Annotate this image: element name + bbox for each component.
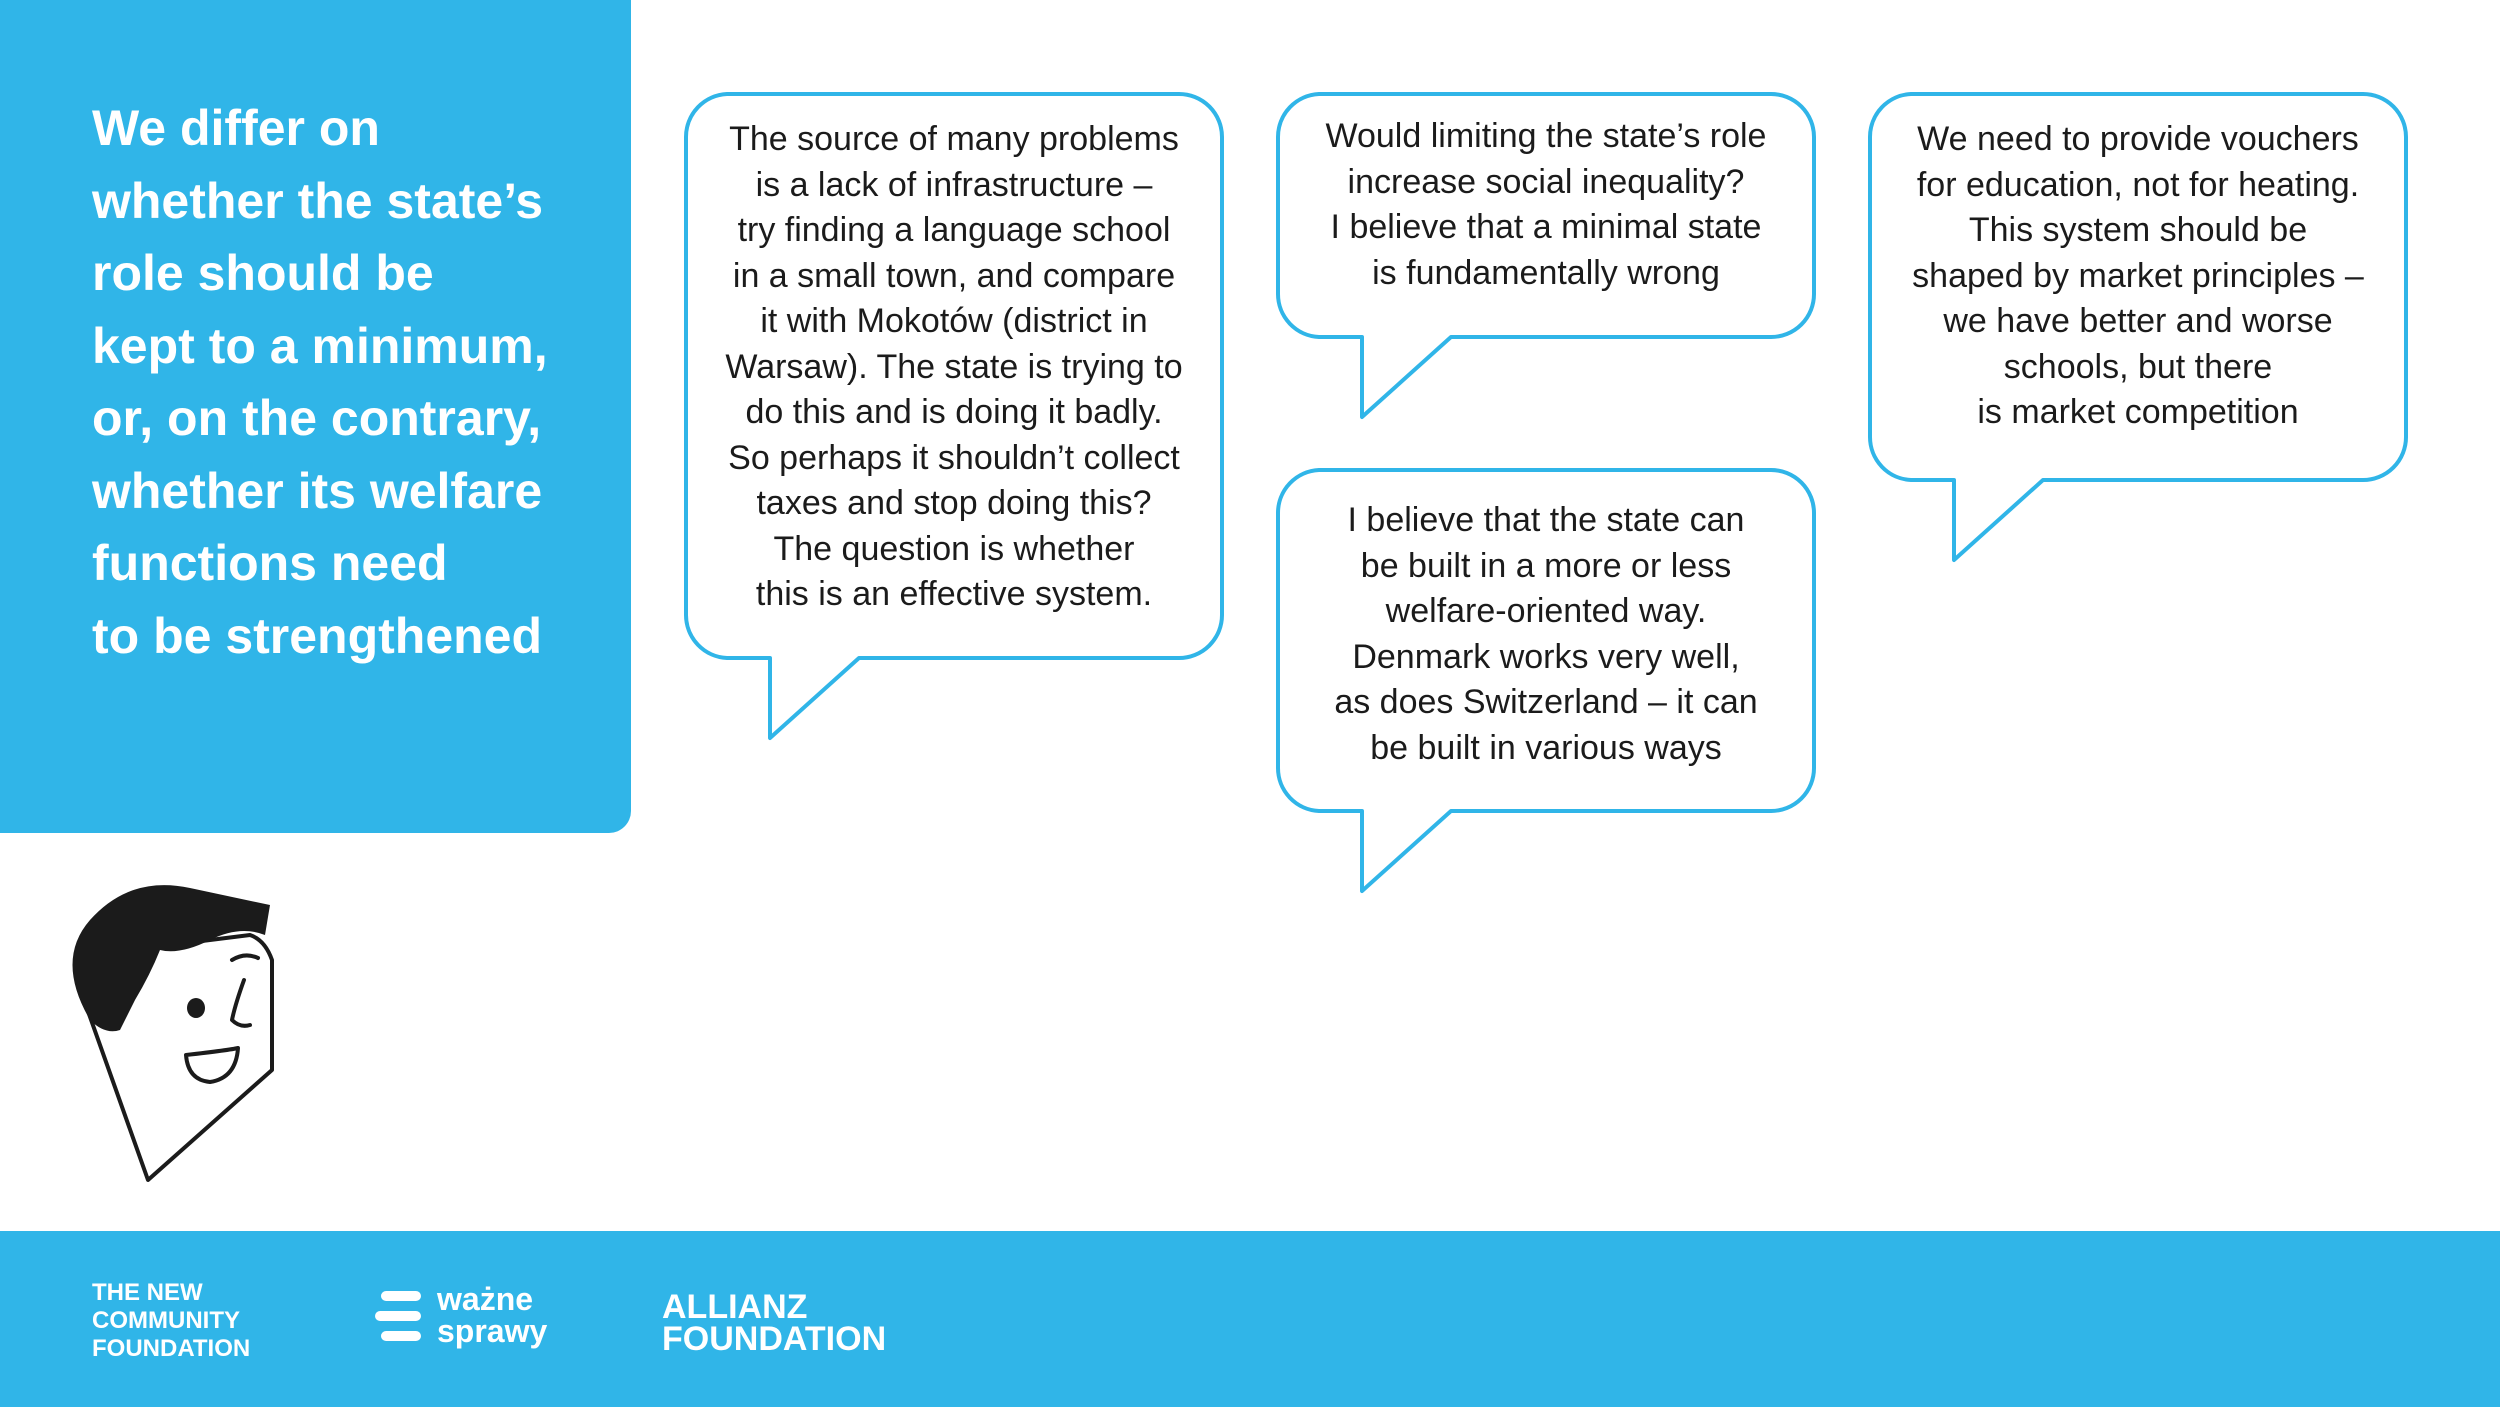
bubble-line: increase social inequality? [1347,162,1745,201]
bubble-line: in a small town, and compare [732,256,1176,295]
speech-bubble-text-4 [1870,117,2406,436]
bubble-line: The question is whether [773,529,1135,568]
smiling-man-face-icon [60,880,300,1190]
logo-line: FOUNDATION [92,1335,251,1362]
headline-line: whether its welfare [92,462,543,519]
bubble-line: for education, not for heating. [1916,165,2360,204]
bubble-line: So perhaps it shouldn’t collect [728,438,1180,477]
logo-line: FOUNDATION [662,1320,887,1358]
bubble-line: This system should be [1968,211,2308,249]
headline-line: to be strengthened [92,607,543,664]
headline-line: functions need [92,535,448,591]
bubble-line: I believe that a minimal state [1330,208,1762,246]
new-community-foundation-logo [92,1279,250,1363]
speech-bubble-text-2 [1278,114,1814,296]
bubble-line: taxes and stop doing this? [756,484,1152,522]
bubble-line: it with Mokotów (district in [760,302,1148,340]
bubble-line: Warsaw). The state is trying to [725,347,1183,386]
bubble-line: I believe that the state can [1347,501,1745,539]
headline-line: whether the state’s [92,172,544,229]
logo-line: ALLIANZ [662,1288,808,1326]
bubble-line: Denmark works very well, [1352,637,1740,676]
headline-line: We differ on [92,100,380,156]
bubble-line: schools, but there [2003,347,2273,386]
bubble-line: we have better and worse [1943,302,2333,340]
bubble-line: The source of many problems [729,120,1179,158]
bubble-line: is a lack of infrastructure – [755,165,1153,204]
stripes-icon [375,1291,425,1343]
logo-line: THE NEW [92,1279,203,1306]
footer [0,1231,2500,1407]
bubble-line: try finding a language school [737,211,1171,249]
logo-line: COMMUNITY [92,1307,240,1334]
speech-bubble-text-1 [686,117,1222,618]
bubble-line: We need to provide vouchers [1917,120,2359,158]
bubble-line: welfare-oriented way. [1385,592,1707,630]
bubble-line: be built in various ways [1370,728,1722,767]
bubble-line: do this and is doing it badly. [745,393,1163,431]
bubble-line: as does Switzerland – it can [1334,683,1758,721]
headline-line: role should be [92,245,434,301]
headline-line: or, on the contrary, [92,390,542,446]
bubble-line: is market competition [1977,393,2299,431]
speech-bubble-text-3 [1278,498,1814,771]
headline-panel [0,0,631,833]
bubble-line: Would limiting the state’s role [1325,117,1767,155]
logo-line: ważne [437,1281,534,1317]
logo-line: sprawy [437,1313,548,1349]
wazne-sprawy-wordmark [437,1283,547,1347]
headline-line: kept to a minimum, [92,317,548,374]
allianz-foundation-logo [662,1288,887,1358]
headline [92,92,612,672]
bubble-line: this is an effective system. [755,575,1153,613]
bubble-line: shaped by market principles – [1912,256,2364,295]
bubble-line: be built in a more or less [1360,546,1732,585]
bubble-line: is fundamentally wrong [1372,253,1720,292]
